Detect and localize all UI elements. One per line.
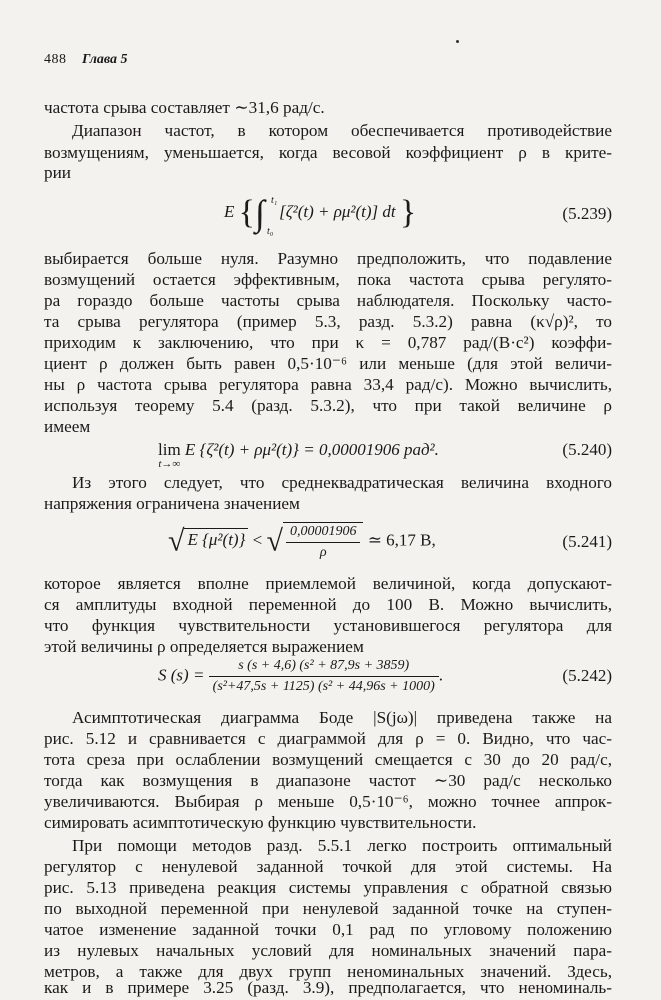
text-line: рис. 5.12 и сравнивается с диаграммой для ρ = 0. Видно, что час- [44, 729, 612, 748]
text-line: ны ρ частота срыва регулятора равна 33,4 рад/с). Можно вычислить, [44, 375, 612, 394]
eq240-lim-sub: t→∞ [158, 458, 181, 470]
text-line: Асимптотическая диаграмма Боде |S(jω)| приведена также на [72, 708, 612, 727]
eq242-lhs: S (s) = [158, 665, 205, 685]
eq239-left-brace: { [238, 194, 255, 231]
equation-number: (5.240) [562, 440, 612, 459]
text-line: используя теорему 5.4 (разд. 5.3.2), что при такой величине ρ [44, 396, 612, 415]
text-line: рии [44, 163, 71, 182]
text-line: возмущениям, уменьшается, когда весовой коэффициент ρ в крите- [44, 143, 612, 162]
text-line: этой величины ρ определяется выражением [44, 637, 364, 656]
sqrt-sign: √ [266, 524, 283, 558]
text-line: как и в примере 3.25 (разд. 3.9), предполагается, что неноминаль- [44, 978, 612, 997]
equation-5-240 [44, 432, 612, 472]
eq239-integrand: [ζ²(t) + ρμ²(t)] dt [279, 201, 396, 221]
text-line: по выходной переменной при ненулевой заданной точке на ступен- [44, 899, 612, 918]
eq241-denominator: ρ [319, 545, 327, 560]
equation-5-242: S (s) = $\frac{\text{s (s + 4,6) (s² + 87,9s + 3859)}}{\text{(s²+47,5s + 1125) (s² + 44,96s + 1000)}}$ . (5.242) [158, 658, 612, 694]
eq239-lower-limit: t₀ [266, 226, 274, 237]
eq239-expectation: E [224, 201, 235, 221]
text-line: тота среза при ослаблении возмущений смещается с 30 до 20 рад/с, [44, 750, 612, 769]
text-line: Из этого следует, что среднеквадратическая величина входного [72, 473, 612, 492]
eq242-fraction [209, 658, 439, 695]
eq239-upper-limit: t₁ [270, 195, 278, 206]
eq242-denominator: (s²+47,5s + 1125) (s² + 44,96s + 1000) [212, 679, 435, 694]
eq240-expression: E {ζ²(t) + ρμ²(t)} = 0,00001906 рад². [184, 440, 439, 459]
text-line: имеем [44, 417, 91, 436]
equation-number: (5.242) [562, 666, 612, 685]
text-line: увеличиваются. Выбирая ρ меньше 0,5·10⁻⁶, можно точнее аппрок- [44, 792, 612, 811]
text-line: приходим к заключению, что при κ = 0,787 рад/(В·с²) коэффи- [44, 333, 612, 352]
eq241-fraction [283, 522, 364, 561]
eq240-lim-word: lim [158, 440, 181, 459]
text-line: напряжения ограничена значением [44, 494, 300, 513]
text-line: тогда как возмущения в диапазоне частот ∼30 рад/с несколько [44, 771, 612, 790]
sqrt-sign: √ [168, 524, 185, 558]
text-line: регулятор с ненулевой заданной точкой для этой системы. На [44, 857, 612, 876]
equation-number: (5.239) [562, 204, 612, 223]
page-number: 488 [44, 52, 67, 67]
eq241-lhs: E {μ²(t)} [184, 528, 248, 549]
text-line: При помощи методов разд. 5.5.1 легко построить оптимальный [72, 836, 612, 855]
text-line: что функция чувствительности установившегося регулятора для [44, 616, 612, 635]
eq241-numerator: 0,00001906 [286, 524, 361, 543]
chapter-title: Глава 5 [82, 52, 128, 67]
text-line: ра гораздо больше частоты срыва наблюдателя. Поскольку часто- [44, 291, 612, 310]
text-line: которое является вполне приемлемой величиной, когда допускают- [44, 574, 612, 593]
print-speck [456, 40, 459, 43]
text-line: рис. 5.13 приведена реакция системы управления с обратной связью [44, 878, 612, 897]
text-line: ся амплитуды входной переменной до 100 В. Можно вычислить, [44, 595, 612, 614]
eq239-right-brace: } [399, 194, 417, 231]
equation-5-239 [44, 190, 612, 240]
text-line: та срыва регулятора (пример 5.3, разд. 5.3.2) равна (κ√ρ)², то [44, 312, 612, 331]
eq242-numerator: s (s + 4,6) (s² + 87,9s + 3859) [209, 658, 439, 677]
text-line: из нулевых начальных условий для номинальных значений пара- [44, 941, 612, 960]
equation-number: (5.241) [562, 532, 612, 551]
eq240-limit [158, 440, 181, 470]
eq241-rhs: ≃ 6,17 В, [367, 530, 436, 550]
text-line: выбирается больше нуля. Разумно предположить, что подавление [44, 249, 612, 268]
text-line: Диапазон частот, в котором обеспечивается противодействие [72, 121, 612, 140]
text-line: частота срыва составляет ∼31,6 рад/с. [44, 98, 325, 117]
text-line: чатое изменение заданной точки 0,1 рад по угловому положению [44, 920, 612, 939]
equation-5-241: √ E {μ²(t)} < √ $\frac{0,00001906}{\rho}$ ≃ 6,17 В, (5.241) [168, 524, 612, 560]
text-line: циент ρ должен быть равен 0,5·10⁻⁶ или меньше (для этой величи- [44, 354, 612, 373]
running-header [44, 52, 128, 68]
integral-sign: ∫ t₁ t₀ [254, 193, 278, 237]
text-line: возмущений остается эффективным, пока частота срыва регулято- [44, 270, 612, 289]
text-line: метров, а также для двух групп неноминальных значений. Здесь, [44, 962, 612, 981]
text-line: симировать асимптотическую функцию чувствительности. [44, 813, 477, 832]
